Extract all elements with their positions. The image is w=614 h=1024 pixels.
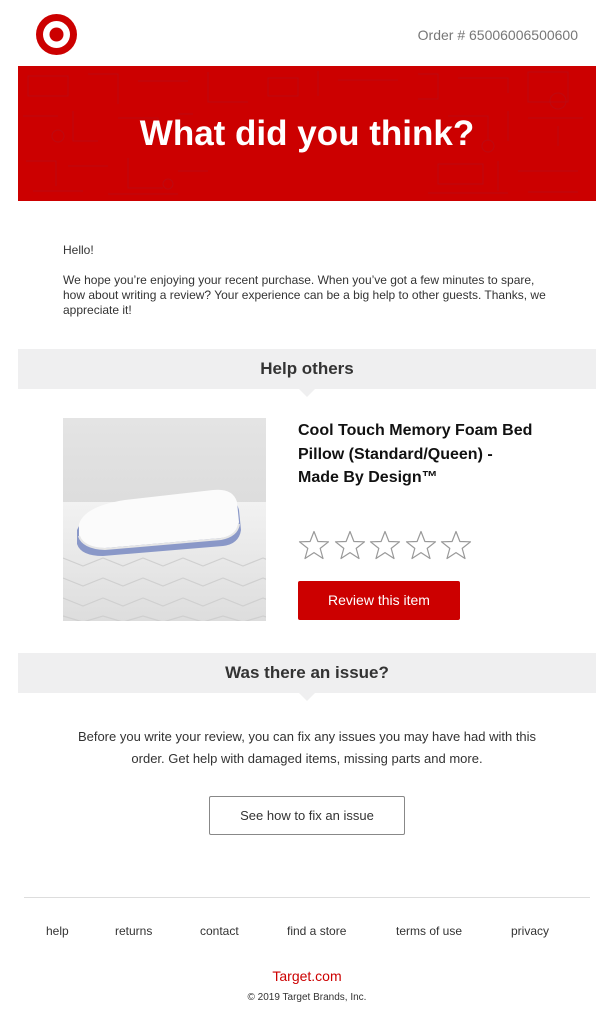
- heading-pointer-decoration: [299, 389, 315, 397]
- footer-link-privacy[interactable]: privacy: [511, 924, 550, 938]
- order-number: Order # 65006006500600: [417, 27, 578, 43]
- heading-pointer-decoration: [299, 693, 315, 701]
- footer-link-returns[interactable]: returns: [115, 924, 153, 938]
- star-icon-5[interactable]: [439, 530, 473, 560]
- footer-divider: [24, 897, 590, 898]
- pillow-image-icon: [63, 418, 266, 621]
- help-others-heading: [18, 349, 596, 389]
- greeting-text: Hello!: [63, 243, 94, 257]
- intro-message: [63, 243, 553, 318]
- fix-issue-button[interactable]: See how to fix an issue: [209, 796, 405, 835]
- review-item-button[interactable]: Review this item: [298, 581, 460, 620]
- pillow-product-image[interactable]: [63, 418, 266, 621]
- star-icon-3[interactable]: [368, 530, 402, 560]
- footer-link-help[interactable]: help: [46, 924, 69, 938]
- target-site-link[interactable]: Target.com: [272, 968, 342, 984]
- intro-body-text: We hope you’re enjoying your recent purchase. When you’ve got a few minutes to spare, how about writing a review? Your experience can be a big help to other guests. Thanks, we appreciate it!: [63, 273, 546, 317]
- help-others-heading-label: Help others: [260, 359, 354, 378]
- footer-link-contact[interactable]: contact: [200, 924, 239, 938]
- issue-description: Before you write your review, you can fix any issues you may have had with this order. Get help with damaged items, missing parts and more.: [77, 729, 537, 766]
- hero-banner: [18, 66, 596, 201]
- issue-heading-label: Was there an issue?: [225, 663, 389, 682]
- copyright-text: © 2019 Target Brands, Inc.: [247, 992, 367, 1003]
- footer-link-terms[interactable]: terms of use: [396, 924, 463, 938]
- star-rating[interactable]: [297, 530, 475, 560]
- email-header: [0, 0, 614, 66]
- issue-heading: [18, 653, 596, 693]
- star-icon-2[interactable]: [333, 530, 367, 560]
- product-title[interactable]: Cool Touch Memory Foam Bed Pillow (Standard/Queen) - Made By Design™: [298, 422, 533, 486]
- star-icon-4[interactable]: [404, 530, 438, 560]
- footer-link-find-store[interactable]: find a store: [287, 924, 347, 938]
- banner-title: What did you think?: [139, 114, 475, 153]
- target-logo-icon[interactable]: [36, 14, 77, 55]
- star-icon-1[interactable]: [297, 530, 331, 560]
- footer-links: [24, 924, 590, 942]
